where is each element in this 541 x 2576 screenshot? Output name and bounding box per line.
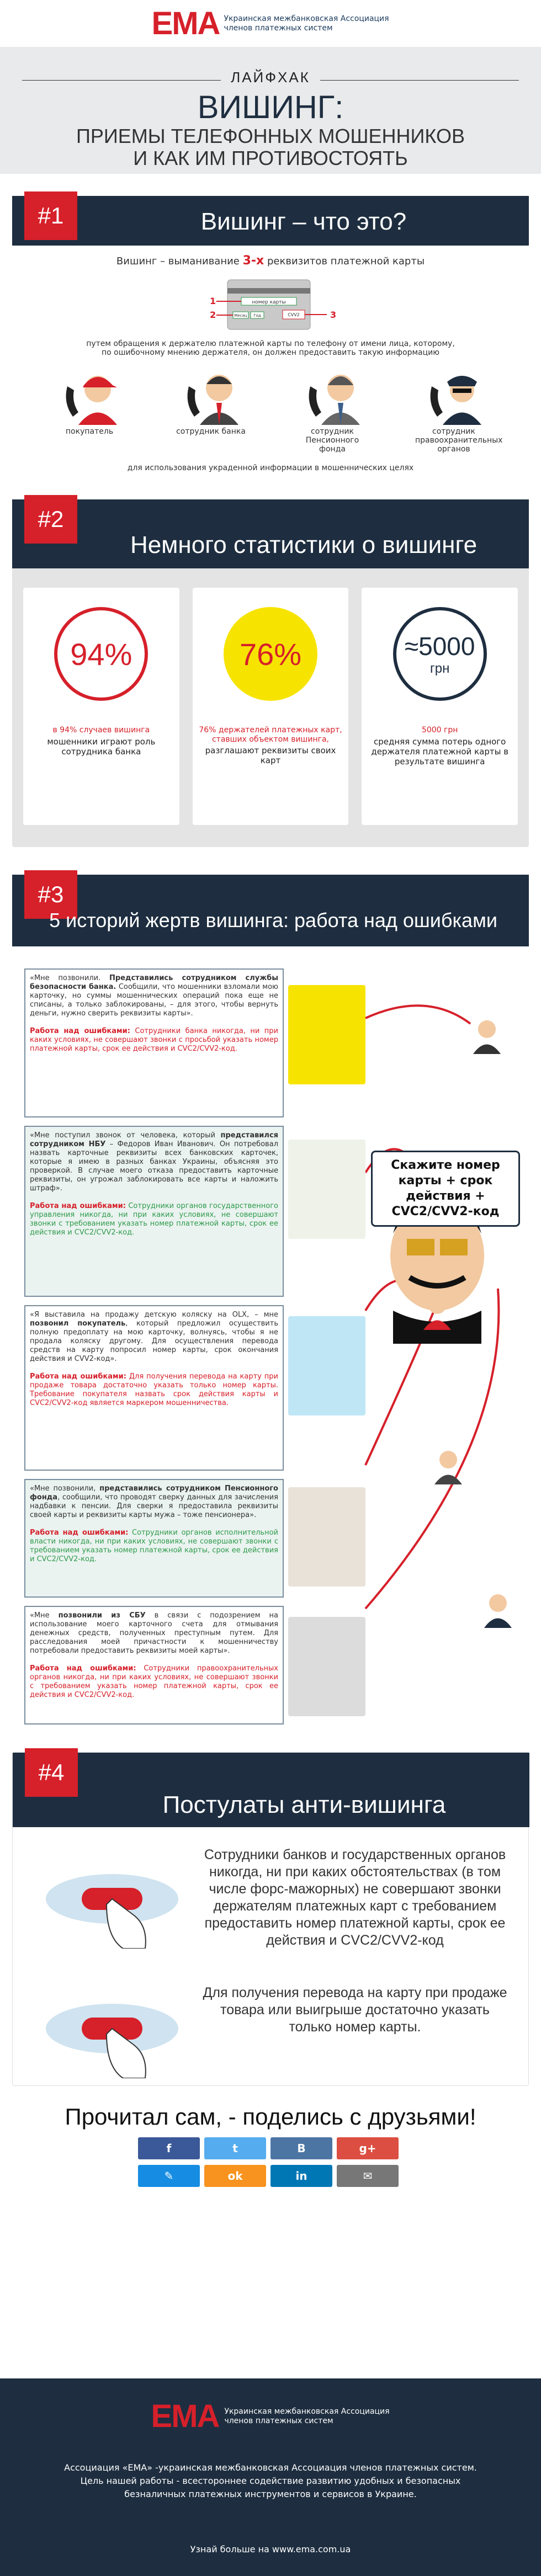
scammer-speech-bubble: Скажите номер карты + срок действия + CVC2/CVV2-код: [371, 1151, 520, 1227]
svg-text:CVV2: CVV2: [288, 312, 300, 317]
stat-5000-circle: ≈5000 грн: [393, 607, 487, 701]
role-bank-employee: сотрудник банка: [172, 364, 250, 447]
footer-description: Ассоциация «ЕМА» -украинская межбанковская Ассоциация членов платежных систем. Цель нашей работы - всестороннее содействие развитию удобных и безопасных безналичных платежных инструментов и сервисов в Украине.: [64, 2462, 477, 2499]
section-4-number: #4: [25, 1748, 78, 1797]
caller-bank: [473, 1020, 501, 1054]
header: [0, 0, 541, 47]
victim-3-image: [288, 1316, 365, 1415]
caller-pension: [434, 1451, 462, 1484]
section-1-number: #1: [24, 191, 77, 240]
stat-disclosure: 76% 76% держателей платежных карт, ставших объектом вишинга, разглашают реквизиты своих карт: [193, 588, 349, 825]
stats-row: [23, 588, 518, 825]
logo-mark: ЕМА: [151, 6, 220, 41]
svg-text:Месяц: Месяц: [234, 313, 247, 318]
stat-76-circle: 76%: [224, 607, 317, 701]
section-3: [12, 875, 529, 1730]
postulate-2: Для получения перевода на карту при продаже товара или выигрыше достаточно указать только номер карты.: [203, 1985, 507, 2035]
section-1-panel: [12, 246, 529, 483]
footer-logo[interactable]: ЕМА Украинская межбанковская Ассоциация членов платежных систем: [151, 2398, 390, 2434]
vishing-definition: Вишинг – выманивание 3-х реквизитов платежной карты: [116, 254, 425, 268]
svg-text:Год: Год: [253, 313, 261, 318]
section-1: [12, 196, 529, 483]
story-5: «Мне позвонили из СБУ в связи с подозрением на использование моего карточного счета для отмывания денежных средств, полученных преступным путем. Для расследования моей причастности к мошенничеству потребовали предоставить реквизиты моей карты». Работа над ошибками: Сотрудники правоохранительных органов никогда, ни при каких условиях, не совершают звонки с требованием указать номер платежной карты, срок ее действия и CVC2/CVV2-код.: [24, 1606, 284, 1725]
impersonated-roles: [51, 364, 503, 454]
accept-transfer-icon: [40, 1995, 184, 2078]
svg-text:2: 2: [210, 310, 216, 320]
vk-share-button[interactable]: B: [270, 2137, 332, 2159]
section-4-header: [13, 1753, 529, 1827]
ema-logo[interactable]: [152, 5, 390, 42]
caller-sbu: [484, 1594, 512, 1628]
section-3-title: 5 историй жертв вишинга: работа над ошибками: [49, 909, 497, 932]
reject-call-icon: [40, 1866, 184, 1949]
victim-1-image: [288, 985, 365, 1084]
card-diagram: [189, 274, 354, 335]
hero: [0, 47, 541, 174]
share-title: Прочитал сам, - поделись с друзьями!: [65, 2104, 476, 2130]
linkedin-share-button[interactable]: in: [270, 2165, 332, 2187]
story-3: «Я выставила на продажу детскую коляску на OLX, – мне позвонил покупатель, который предложил осуществить полную предоплату на мою карточку, волнуясь, чтобы я не продала коляску другому. Для осуществления перевода средств на карту попросил номер карты, срок окончания действия и CVV2-код». Работа над ошибками: Для получения перевода на карту при продаже товара достаточно указать только номер карты. Требование покупателя назвать срок действия карты и CVC2/CVV2-код является маркером мошенничества.: [24, 1305, 284, 1471]
section-2-header: [12, 499, 529, 568]
story-4: «Мне позвонили, представились сотрудником Пенсионного фонда, сообщили, что проводят сверку данных для зачисления надбавки к пенсии. Для сверки я предоставила реквизиты своей карты и реквизиты карты мужа – тоже пенсионера». Работа над ошибками: Сотрудники органов исполнительной власти никогда, ни при каких условиях, не совершают звонки с требованием указать номер платежной карты, срок ее действия и CVC2/CVV2-код.: [24, 1479, 284, 1598]
section-3-number: #3: [24, 870, 77, 919]
role-buyer: покупатель: [51, 364, 128, 447]
role-pension-fund-employee: сотрудник Пенсионного фонда: [294, 364, 371, 447]
story-2: «Мне поступил звонок от человека, который представился сотрудником НБУ – Федоров Иван Иванович. Он потребовал назвать карточные реквизиты всех банковских карточек, которые я имею в разных банках Украины, объясняя это проверкой. В случае моего отказа предоставить карточные реквизиты, он угрожал заблокировать все карты и наложить штраф». Работа над ошибками: Сотрудники органов государственного управления никогда, ни при каких условиях, не совершают звонки с требованием указать номер платежной карты, срок ее действия и CVC2/CVV2-код.: [24, 1126, 284, 1297]
victim-4-image: [288, 1487, 365, 1587]
vishing-purpose: для использования украденной информации в мошеннических целях: [127, 464, 414, 472]
victim-2-image: [288, 1140, 365, 1239]
stat-94-circle: 94%: [54, 607, 148, 701]
section-3-header: [12, 875, 529, 946]
bank-employee-icon: [172, 364, 250, 425]
section-2-title: Немного статистики о вишинге: [130, 531, 478, 558]
hero-kicker: ЛАЙФХАК: [0, 69, 541, 86]
google-plus-share-button[interactable]: g+: [337, 2137, 399, 2159]
story-1: «Мне позвонили. Представились сотрудником службы безопасности банка. Сообщили, что мошенники взломали мою карточку, но суммы мошеннических операций пока еще не списаны, а только заблокированы, – для этого, чтобы вернуть деньги, нужно сверить реквизиты карты». Работа над ошибками: Сотрудники банка никогда, ни при каких условиях, не совершают звонки с просьбой указать номер платежной карты, срок ее действия и CVC2/CVV2-код.: [24, 968, 284, 1117]
card-number-label: номер карты: [252, 300, 286, 305]
section-2: [12, 499, 529, 847]
facebook-share-button[interactable]: f: [138, 2137, 200, 2159]
buyer-icon: [51, 364, 128, 425]
victim-5-image: [288, 1617, 365, 1716]
pension-employee-icon: [294, 364, 371, 425]
org-name: Украинская межбанковская Ассоциация членов платежных систем: [224, 14, 389, 33]
role-law-enforcement: сотрудник правоохранительных органов: [415, 364, 492, 447]
section-1-title: Вишинг – что это?: [200, 208, 407, 235]
section-2-number: #2: [24, 495, 77, 544]
postulate-1: Сотрудники банков и государственных органов никогда, ни при каких обстоятельствах (в том числе форс-мажорных) не совершают звонки держателям платежных карт с требованием предоставить номер платежной карты, срок ее действия и CVC2/CVV2-код: [204, 1847, 506, 1948]
footer: [0, 2378, 541, 2576]
livejournal-share-button[interactable]: ✎: [138, 2165, 200, 2187]
stat-average-loss: ≈5000 грн 5000 грн средняя сумма потерь одного держателя платежной карты в результате вишинга: [362, 588, 518, 825]
twitter-share-button[interactable]: t: [204, 2137, 266, 2159]
svg-text:3: 3: [330, 310, 337, 320]
footer-website-link[interactable]: Узнай больше на www.ema.com.ua: [190, 2544, 351, 2554]
section-4: [12, 1752, 529, 2086]
email-share-button[interactable]: ✉: [337, 2165, 399, 2187]
stat-bank-role: 94% в 94% случаев вишинга мошенники играют роль сотрудника банка: [23, 588, 179, 825]
hero-subtitle: ПРИЕМЫ ТЕЛЕФОННЫХ МОШЕННИКОВ И КАК ИМ ПРОТИВОСТОЯТЬ: [76, 125, 465, 169]
police-icon: [415, 364, 492, 425]
odnoklassniki-share-button[interactable]: ok: [204, 2165, 266, 2187]
section-4-title: Постулаты анти-вишинга: [162, 1791, 446, 1818]
hero-title: ВИШИНГ:: [197, 89, 344, 125]
svg-text:1: 1: [210, 296, 216, 306]
vishing-description: путем обращения к держателю платежной карты по телефону от имени лица, которому, по ошибочному мнению держателя, он должен предоставить такую информацию: [86, 339, 455, 357]
section-1-header: [12, 196, 529, 246]
